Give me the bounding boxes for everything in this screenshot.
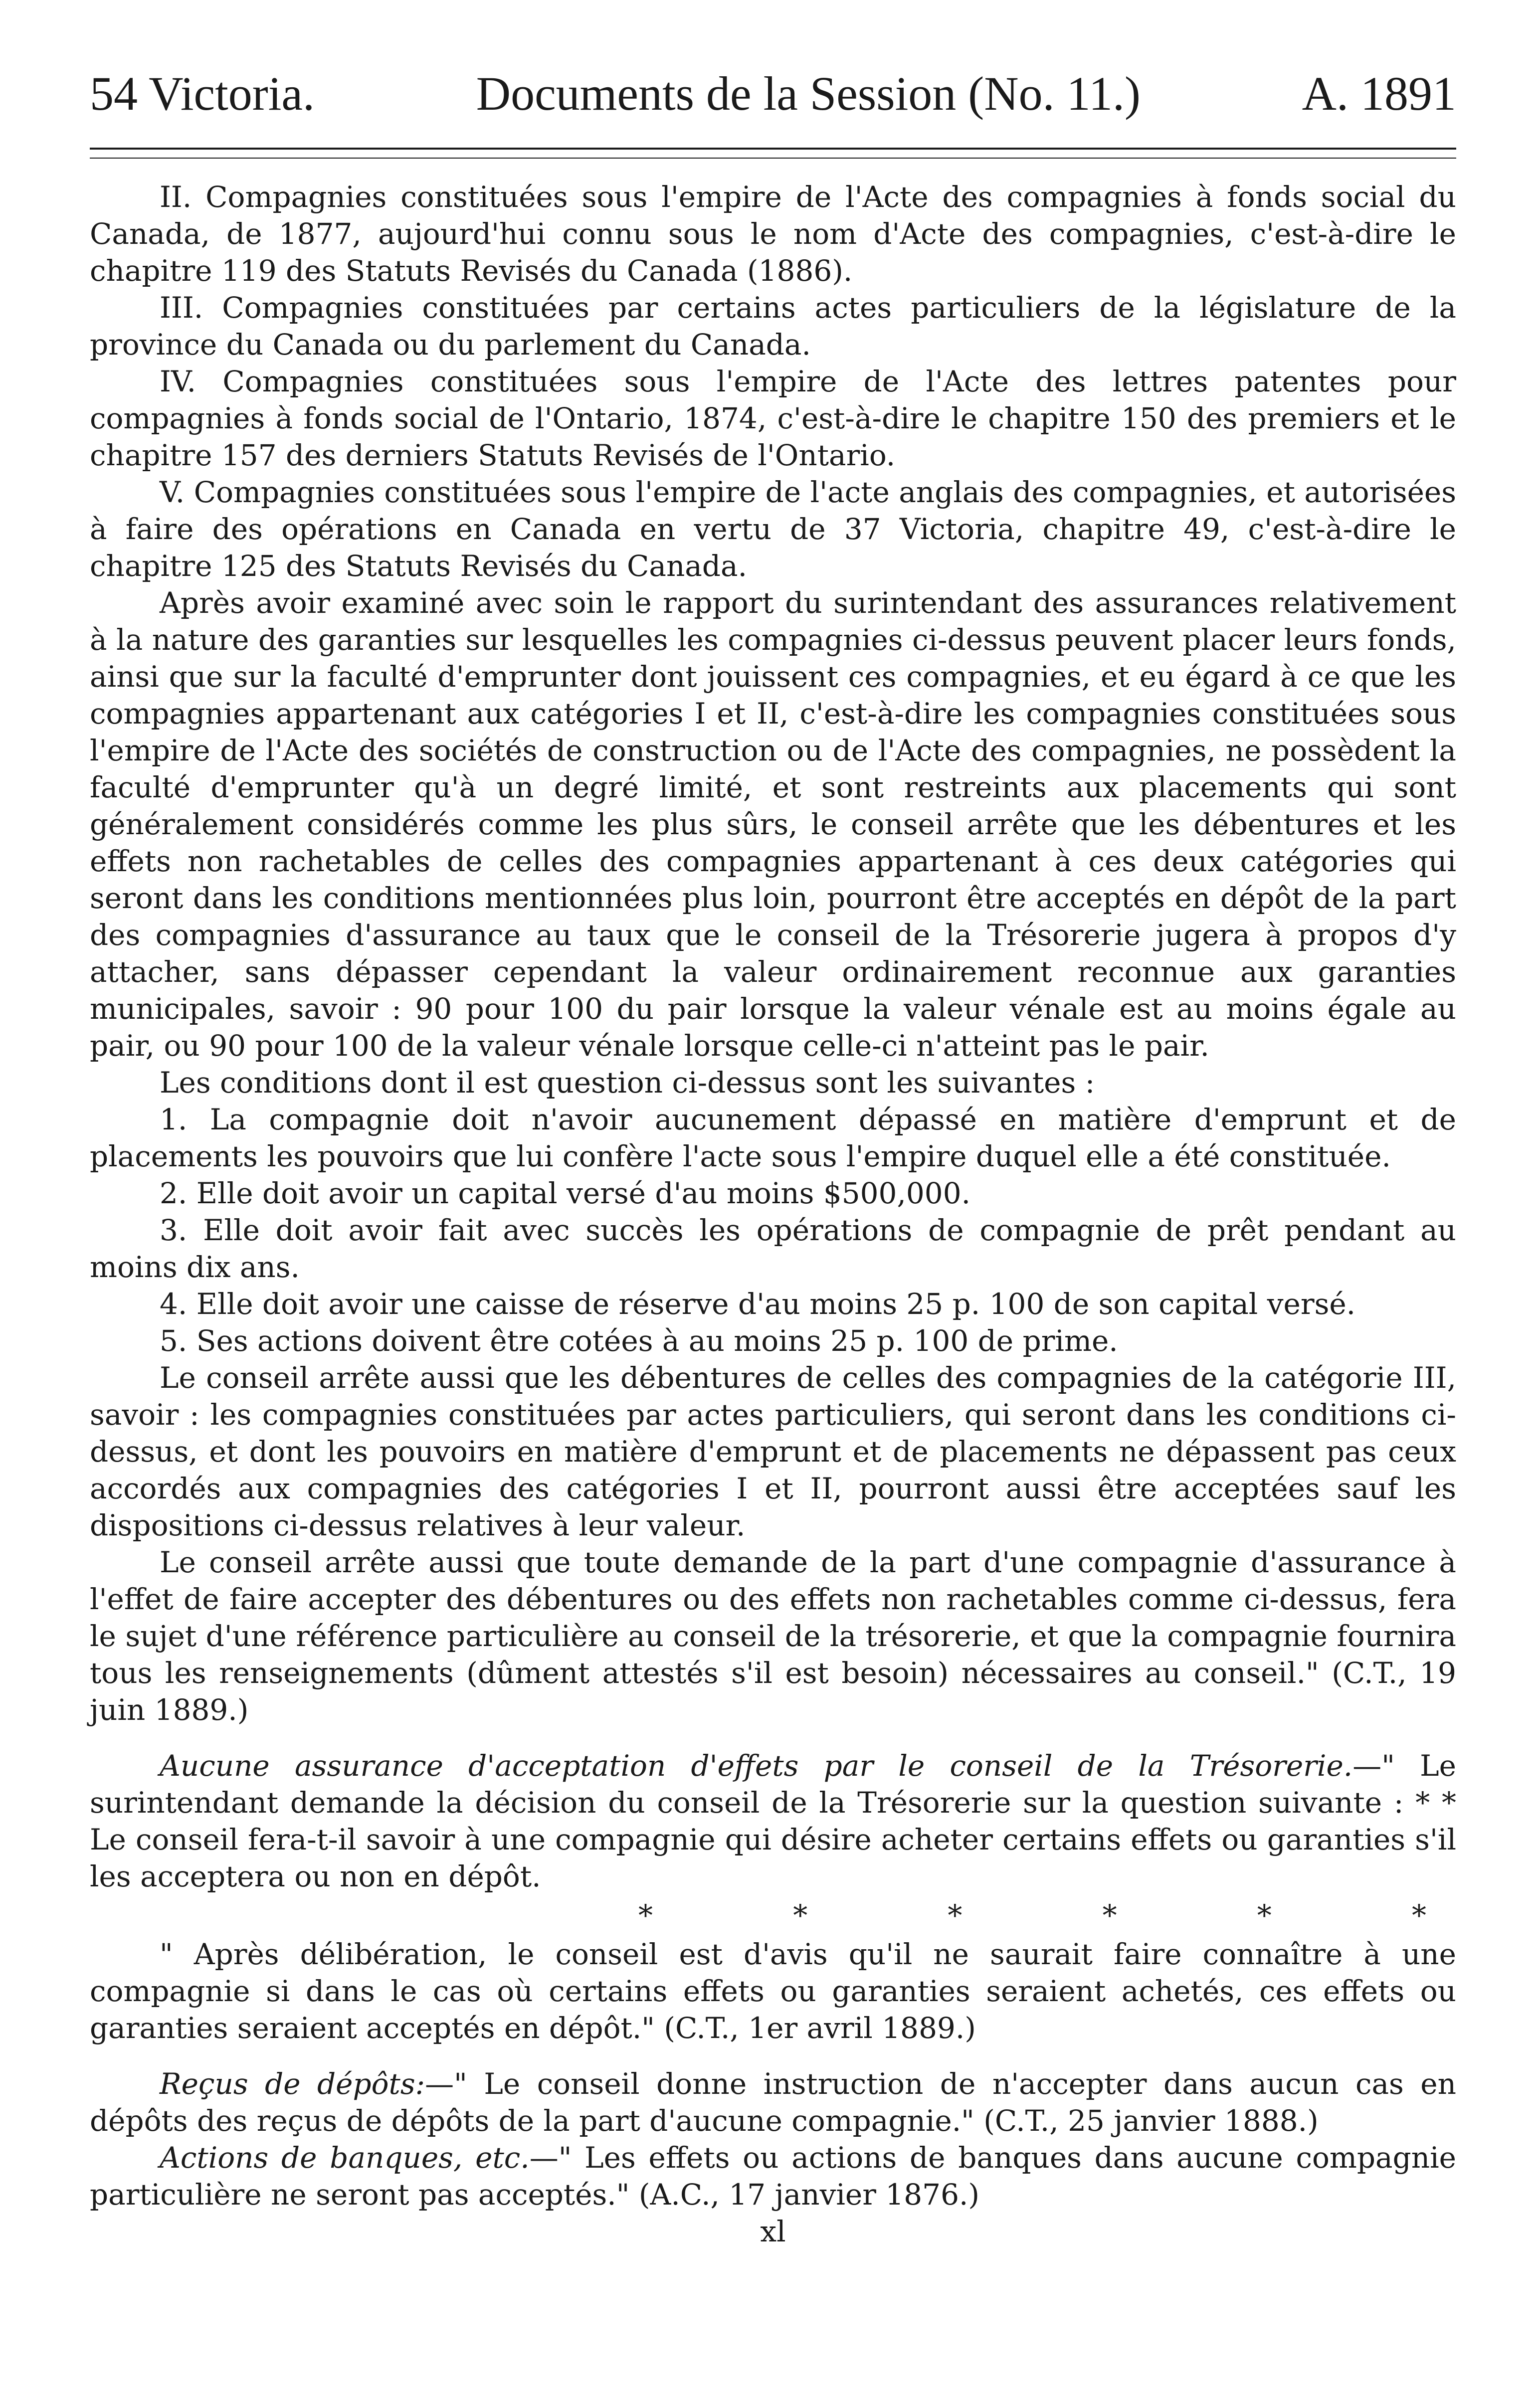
header-session-year: 54 Victoria. <box>90 67 315 120</box>
paragraph-special-reference: Le conseil arrête aussi que toute demande de la part d'une compagnie d'assurance à l'effet de faire accepter des débentures ou des effets non rachetables comme ci-dessus, fera le sujet d'une référence particulière au conseil de la trésorerie, et que la compagnie fournira tous les renseignements (dûment attestés s'il est besoin) nécessaires au conseil." (C.T., 19 juin 1889.) <box>90 1545 1456 1727</box>
paragraph-deliberation: " Après délibération, le conseil est d'avis qu'il ne saurait faire connaître à une compagnie si dans le cas où certains effets ou garanties seraient achetés, ces effets ou garanties seraient acceptés en dépôt." (C.T., 1er avril 1889.) <box>90 1937 1456 2045</box>
paragraph-bank-shares <box>90 2139 1456 2213</box>
star: * <box>1411 1898 1426 1932</box>
paragraph-deposit-receipts <box>90 2065 1456 2139</box>
page-number: xl <box>760 2215 786 2248</box>
page-header <box>90 60 1456 118</box>
paragraph-category-5: V. Compagnies constituées sous l'empire de l'acte anglais des compagnies, et autorisées à faire des opérations en Canada en vertu de 37 Victoria, chapitre 49, c'est-à-dire le chapitre 125 des Statuts Revisés du Canada. <box>90 475 1456 583</box>
paragraph-category-3: III. Compagnies constituées par certains actes particuliers de la législature de la province du Canada ou du parlement du Canada. <box>90 291 1456 362</box>
text-bank-shares: —" Les effets ou actions de banques dans aucune compagnie particulière ne seront pas acceptés." (A.C., 17 janvier 1876.) <box>90 2141 1456 2212</box>
paragraph-decision: Après avoir examiné avec soin le rapport du surintendant des assurances relativement à la nature des garanties sur lesquelles les compagnies ci-dessus peuvent placer leurs fonds, ainsi que sur la faculté d'emprunter dont jouissent ces compagnies, et eu égard à ce que les compagnies appartenant aux catégories I et II, c'est-à-dire les compagnies constituées sous l'empire de l'Acte des sociétés de construction ou de l'Acte des compagnies, ne possèdent la faculté d'emprunter qu'à un degré limité, et sont restreints aux placements qui sont généralement considérés comme les plus sûrs, le conseil arrête que les débentures et les effets non rachetables de celles des compagnies appartenant à ces deux catégories qui seront dans les conditions mentionnées plus loin, pourront être acceptés en dépôt de la part des compagnies d'assurance au taux que le conseil de la Trésorerie jugera à propos d'y attacher, sans dépasser cependant la valeur ordinairement reconnue aux garanties municipales, savoir : 90 pour 100 du pair lorsque la valeur vénale est au moins égale au pair, ou 90 pour 100 de la valeur vénale lorsque celle-ci n'atteint pas le pair. <box>90 586 1456 1063</box>
star: * <box>793 1898 808 1932</box>
paragraph-conditions-intro: Les conditions dont il est question ci-dessus sont les suivantes : <box>160 1066 1095 1100</box>
condition-4: 4. Elle doit avoir une caisse de réserve d'au moins 25 p. 100 de son capital versé. <box>160 1287 1356 1321</box>
paragraph-no-assurance <box>90 1747 1456 1895</box>
header-title: Documents de la Session (No. 11.) <box>476 67 1141 120</box>
heading-no-assurance: Aucune assurance d'acceptation d'effets par le conseil de la Trésorerie. <box>160 1749 1353 1783</box>
header-year: A. 1891 <box>1302 67 1456 120</box>
heading-bank-shares: Actions de banques, etc. <box>160 2141 530 2175</box>
heading-deposit-receipts: Reçus de dépôts: <box>160 2067 425 2101</box>
condition-2: 2. Elle doit avoir un capital versé d'au moins $500,000. <box>160 1176 971 1210</box>
paragraph-category-3-debentures: Le conseil arrête aussi que les débentures de celles des compagnies de la catégorie III, savoir : les compagnies constituées par actes particuliers, qui seront dans les conditions ci-dessus, et dont les pouvoirs en matière d'emprunt et de placements ne dépassent pas ceux accordés aux compagnies des catégories I et II, pourront aussi être acceptées sauf les dispositions ci-dessus relatives à leur valeur. <box>90 1361 1456 1542</box>
document-page <box>90 60 1456 2250</box>
ellipsis-stars <box>90 1897 1456 1934</box>
paragraph-category-2: II. Compagnies constituées sous l'empire de l'Acte des compagnies à fonds social du Canada, de 1877, aujourd'hui connu sous le nom d'Acte des compagnies, c'est-à-dire le chapitre 119 des Statuts Revisés du Canada (1886). <box>90 180 1456 288</box>
condition-5: 5. Ses actions doivent être cotées à au moins 25 p. 100 de prime. <box>160 1324 1118 1358</box>
star: * <box>638 1898 653 1932</box>
star: * <box>948 1898 962 1932</box>
text-deposit-receipts: —" Le conseil donne instruction de n'accepter dans aucun cas en dépôts des reçus de dépôts de la part d'aucune compagnie." (C.T., 25 janvier 1888.) <box>90 2067 1456 2138</box>
text-no-assurance: —" Le surintendant demande la décision du conseil de la Trésorerie sur la question suivante : * * Le conseil fera-t-il savoir à une compagnie qui désire acheter certains effets ou garanties s'il les acceptera ou non en dépôt. <box>90 1749 1456 1893</box>
header-rule-thin <box>90 158 1456 159</box>
header-rule <box>90 148 1456 150</box>
star: * <box>1257 1898 1272 1932</box>
star: * <box>1102 1898 1117 1932</box>
condition-3: 3. Elle doit avoir fait avec succès les opérations de compagnie de prêt pendant au moins dix ans. <box>90 1213 1456 1284</box>
body-text <box>90 179 1456 2250</box>
paragraph-category-4: IV. Compagnies constituées sous l'empire de l'Acte des lettres patentes pour compagnies à fonds social de l'Ontario, 1874, c'est-à-dire le chapitre 150 des premiers et le chapitre 157 des derniers Statuts Revisés de l'Ontario. <box>90 365 1456 472</box>
condition-1: 1. La compagnie doit n'avoir aucunement dépassé en matière d'emprunt et de placements les pouvoirs que lui confère l'acte sous l'empire duquel elle a été constituée. <box>90 1103 1456 1173</box>
